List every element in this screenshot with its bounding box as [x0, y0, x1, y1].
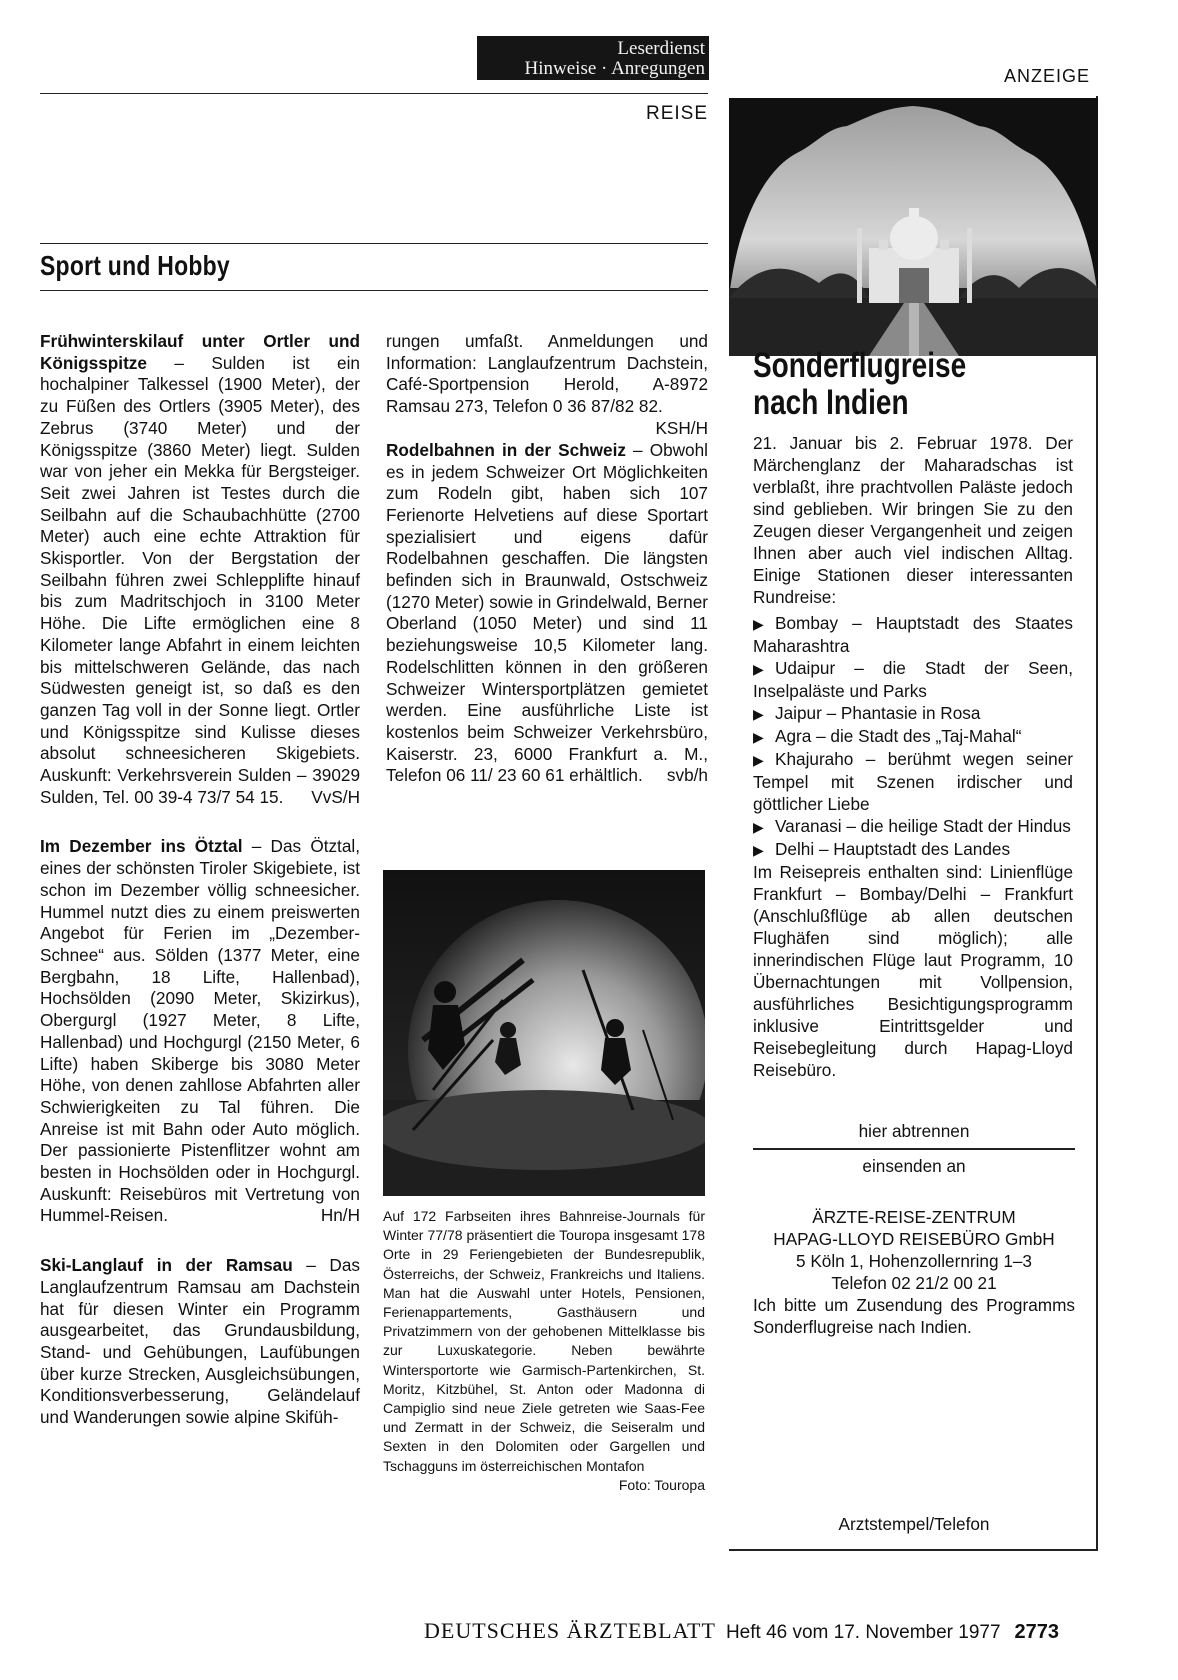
station-item: ▶ Varanasi – die heilige Stadt der Hindus — [753, 816, 1071, 836]
station-item: ▶ Udaipur – die Stadt der Seen, Inselpaläste und Parks — [753, 658, 1073, 701]
article-signature: Hn/H — [320, 1205, 360, 1226]
column-1 — [40, 331, 360, 1451]
send-to-label: einsenden an — [862, 1156, 966, 1176]
station-item: ▶ Jaipur – Phantasie in Rosa — [753, 703, 981, 723]
address-line: ÄRZTE-REISE-ZENTRUM — [812, 1207, 1016, 1227]
ad-intro: 21. Januar bis 2. Februar 1978. Der Märchenglanz der Maharadschas ist verblaßt, ihre prachtvollen Paläste jedoch sind geblieben. Wir bringen Sie zu den Zeugen dieser Vergangenheit und zeigen Ihnen aber auch viel indischen Alltag. Einige Stationen dieser interessanten Rundreise: — [753, 433, 1073, 607]
station-item: ▶ Khajuraho – berühmt wegen seiner Tempel mit Szenen irdischer und göttlicher Liebe — [753, 749, 1073, 814]
article-signature: svb/h — [666, 765, 708, 786]
address-line: HAPAG-LLOYD REISEBÜRO GmbH — [773, 1229, 1055, 1249]
article-ramsau — [40, 1255, 360, 1429]
ski-photo — [383, 870, 705, 1196]
station-item: ▶ Agra – die Stadt des „Taj-Mahal“ — [753, 726, 1022, 746]
issue-info: Heft 46 vom 17. November 1977 — [725, 1622, 1001, 1643]
article-body: – Obwohl es in jedem Schweizer Ort Möglichkeiten zum Rodeln gibt, haben sich 107 Ferienorte Helvetiens auf diese Sportart spezialisiert und eigens dafür Rodelbahnen geschaffen. Die längsten befinden sich in Braunwald, Ostschweiz (1270 Meter) sowie in Grindelwald, Berner Oberland (1050 Meter) und sind 11 beziehungsweise 10,5 Kilometer lang. Rodelschlitten können in den größeren Schweizer Wintersportplätzen gemietet werden. Eine ausführliche Liste ist kostenlos beim Schweizer Verkehrsbüro, Kaiserstr. 23, 6000 Frankfurt a. M., Telefon 06 11/ 23 60 61 erhältlich. — [386, 439, 708, 786]
page-number: 2773 — [1014, 1621, 1060, 1643]
article-signature: VvS/H — [311, 786, 360, 807]
article-oetztal — [40, 836, 360, 1227]
arrow-icon: ▶ — [753, 842, 764, 858]
cut-here-label: hier abtrennen — [858, 1121, 970, 1141]
ad-title — [753, 347, 966, 421]
article-signature: KSH/H — [655, 417, 708, 438]
article-title: Ski-Langlauf in der Ramsau — [40, 1255, 293, 1276]
station-item: ▶ Delhi – Hauptstadt des Landes — [753, 839, 1011, 859]
title-rule-top — [40, 243, 708, 244]
arrow-icon: ▶ — [753, 706, 764, 722]
article-ramsau-continued — [386, 331, 708, 438]
coupon-cut-line — [753, 1148, 1075, 1150]
caption-credit: Foto: Touropa — [618, 1476, 705, 1493]
section-title: Sport und Hobby — [40, 250, 230, 281]
article-body: rungen umfaßt. Anmeldungen und Information: Langlaufzentrum Dachstein, Café-Sportpension Herold, A-8972 Ramsau 273, Telefon 0 36 87/82 82. — [386, 331, 708, 417]
caption-text: Auf 172 Farbseiten ihres Bahnreise-Journals für Winter 77/78 präsentiert die Touropa insgesamt 178 Orte in 29 Feriengebieten der Bundesrepublik, Österreichs, der Schweiz, Frankreichs und Italiens. Man hat die Auswahl unter Hotels, Pensionen, Ferienappartements, Gasthäusern und Privatzimmern von der gehobenen Mittelklasse bis zur Luxuskategorie. Neben bewährte Wintersportorte wie Garmisch-Partenkirchen, St. Moritz, Kitzbühel, St. Anton oder Madonna di Campiglio sind neue Ziele getreten wie Saas-Fee und Zermatt in der Schweiz, die Seiseralm und Sexten in den Dolomiten oder Gargellen und Tschagguns im österreichischen Montafon — [383, 1208, 705, 1474]
article-body: – Das Langlaufzentrum Ramsau am Dachstein hat für diesen Winter ein Programm ausgearbeitet, das Grundausbildung, Stand- und Gehübungen, Laufübungen über kurze Strecken, Ausgleichsübungen, Konditionsverbesserung, Geländelauf und Wanderungen sowie alpine Skifüh- — [40, 1255, 360, 1428]
magazine-name: DEUTSCHES ÄRZTEBLATT — [424, 1618, 716, 1643]
ad-price-text: Im Reisepreis enthalten sind: Linienflüge Frankfurt – Bombay/Delhi – Frankfurt (Anschlußflüge ab allen deutschen Flughäfen sind möglich); alle innerindischen Flüge laut Programm, 10 Übernachtungen mit Vollpension, ausführliches Besichtigungsprogramm inklusive Eintrittsgelder und Reisebegleitung durch Hapag-Lloyd Reisebüro. — [753, 862, 1073, 1080]
arrow-icon: ▶ — [753, 819, 764, 835]
anzeige-label: ANZEIGE — [1004, 66, 1091, 86]
article-title: Im Dezember ins Ötztal — [40, 836, 243, 857]
title-rule-bottom — [40, 290, 708, 291]
column-2 — [386, 331, 708, 809]
article-title: Frühwinterskilauf unter Ortler und Königsspitze — [40, 331, 360, 373]
coupon-address — [753, 1206, 1075, 1338]
article-rodelbahnen — [386, 440, 708, 787]
coupon-request: Ich bitte um Zusendung des Programms Sonderflugreise nach Indien. — [753, 1295, 1075, 1337]
article-title: Rodelbahnen in der Schweiz — [386, 439, 626, 460]
ad-title-line-2: nach Indien — [753, 383, 909, 422]
section-label: REISE — [646, 103, 709, 124]
station-item: ▶ Bombay – Hauptstadt des Staates Maharashtra — [753, 613, 1073, 656]
page-footer — [424, 1618, 1059, 1644]
stamp-field-label: Arztstempel/Telefon — [838, 1514, 990, 1534]
arrow-icon: ▶ — [753, 616, 764, 632]
arrow-icon: ▶ — [753, 729, 764, 745]
ad-title-line-1: Sonderflugreise — [753, 346, 967, 385]
article-ortler — [40, 331, 360, 808]
article-body: – Sulden ist ein hochalpiner Talkessel (1900 Meter), der zu Füßen des Ortlers (3905 Meter), des Zebrus (3740 Meter) und der Königsspitze (3860 Meter) liegt. Sulden war von jeher ein Mekka für Bergsteiger. Seit zwei Jahren ist Testes durch die Seilbahn auf die Schaubachhütte (2700 Meter) auch eine echte Attraktion für Skisportler. Von der Bergstation der Seilbahn führen zwei Schlepplifte hinauf bis zum Madritschjoch in 3100 Meter Höhe. Die Lifte ermöglichen eine 8 Kilometer lange Abfahrt in einem leichten bis mittelschweren Gelände, das nach Südwesten geneigt ist, so daß es den ganzen Tag voll in der Sonne liegt. Ortler und Königsspitze sind Kulisse dieses absolut schneesicheren Skigebiets. Auskunft: Verkehrsverein Sulden – 39029 Sulden, Tel. 00 39-4 73/7 54 15. — [40, 352, 360, 807]
arrow-icon: ▶ — [753, 752, 764, 768]
address-line: Telefon 02 21/2 00 21 — [831, 1273, 997, 1293]
photo-caption — [383, 1207, 705, 1495]
address-line: 5 Köln 1, Hohenzollernring 1–3 — [795, 1251, 1032, 1271]
ad-stations — [753, 612, 1073, 861]
badge-line-1: Leserdienst — [617, 38, 705, 59]
taj-mahal-photo — [729, 98, 1098, 356]
arrow-icon: ▶ — [753, 661, 764, 677]
leserdienst-badge — [477, 36, 709, 80]
header-rule — [40, 93, 708, 94]
ad-body — [753, 432, 1073, 1081]
badge-line-2: Hinweise · Anregungen — [524, 58, 705, 79]
article-body: – Das Ötztal, eines der schönsten Tiroler Skigebiete, ist schon im Dezember völlig schneesicher. Hummel nutzt dies zu einem preiswerten Angebot für Ferien im „Dezember-Schnee“ aus. Sölden (1377 Meter, eine Bergbahn, 18 Lifte, Hallenbad), Hochsölden (2090 Meter, Skizirkus), Obergurgl (1927 Meter, 8 Lifte, Hallenbad) und Hochgurgl (2150 Meter, 6 Lifte) haben Skiberge bis 3080 Meter Höhe, von denen zahllose Abfahrten aller Schwierigkeiten zu Tal führen. Die Anreise ist mit Bahn oder Auto möglich. Der passionierte Pistenflitzer wohnt am besten in Hochsölden oder in Hochgurgl. Auskunft: Reisebüros mit Vertretung von Hummel-Reisen. — [40, 836, 360, 1226]
